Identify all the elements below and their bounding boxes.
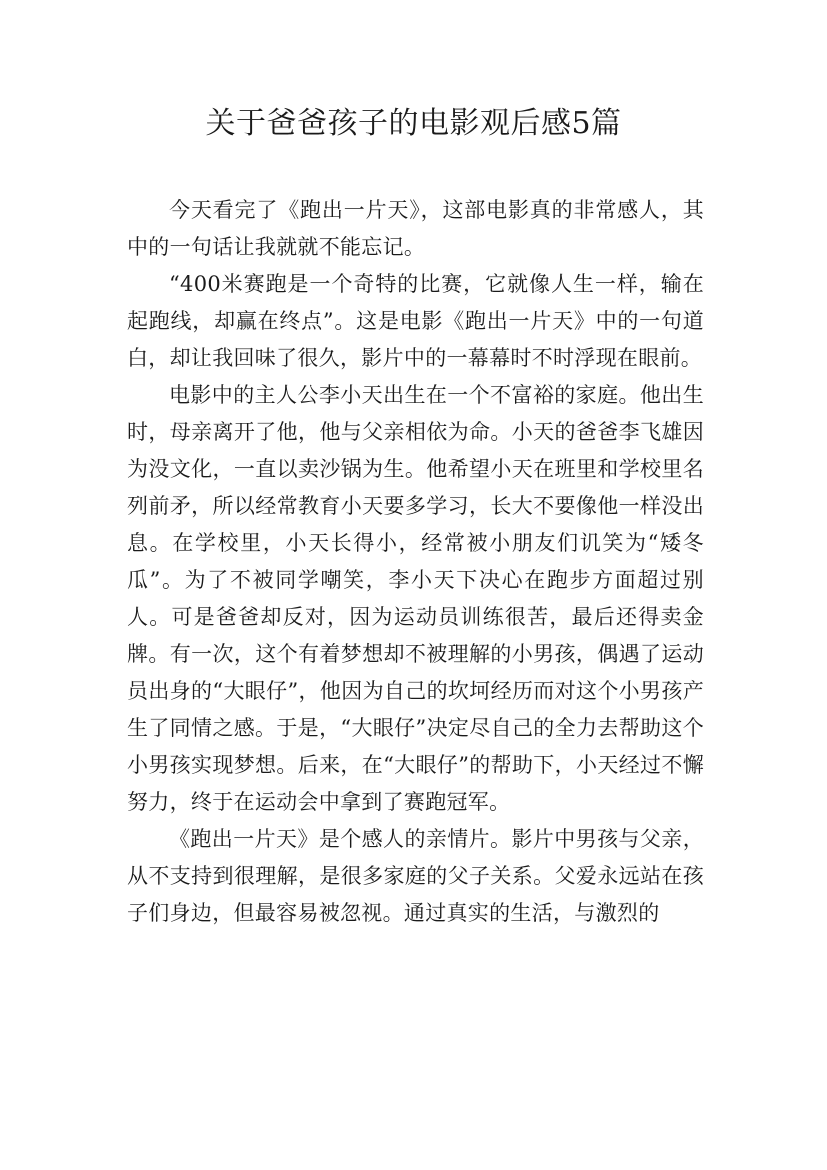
paragraph-1: 今天看完了《跑出一片天》，这部电影真的非常感人，其中的一句话让我就就不能忘记。 xyxy=(127,198,704,259)
paragraph-3: 电影中的主人公李小天出生在一个不富裕的家庭。他出生时，母亲离开了他，他与父亲相依为命。小天的爸爸李飞雄因为没文化，一直以卖沙锅为生。他希望小天在班里和学校里名列前矛，所以经常教育小天要多学习，长大不要像他一样没出息。在学校里，小天长得小，经常被小朋友们讥笑为“矮冬瓜”。为了不被同学嘲笑，李小天下决心在跑步方面超过别人。可是爸爸却反对，因为运动员训练很苦，最后还得卖金牌。有一次，这个有着梦想却不被理解的小男孩，偶遇了运动员出身的“大眼仔”，他因为自己的坎坷经历而对这个小男孩产生了同情之感。于是，“大眼仔”决定尽自己的全力去帮助这个小男孩实现梦想。后来，在“大眼仔”的帮助下，小天经过不懈努力，终于在运动会中拿到了赛跑冠军。 xyxy=(127,383,704,814)
paragraph-2: “400米赛跑是一个奇特的比赛，它就像人生一样，输在起跑线，却赢在终点”。这是电影《跑出一片天》中的一句道白，却让我回味了很久，影片中的一幕幕时不时浮现在眼前。 xyxy=(127,272,704,370)
document-body xyxy=(127,192,704,932)
paragraph-4: 《跑出一片天》是个感人的亲情片。影片中男孩与父亲，从不支持到很理解，是很多家庭的父子关系。父爱永远站在孩子们身边，但最容易被忽视。通过真实的生活，与激烈的 xyxy=(127,827,704,925)
page-title: 关于爸爸孩子的电影观后感5篇 xyxy=(205,106,622,141)
